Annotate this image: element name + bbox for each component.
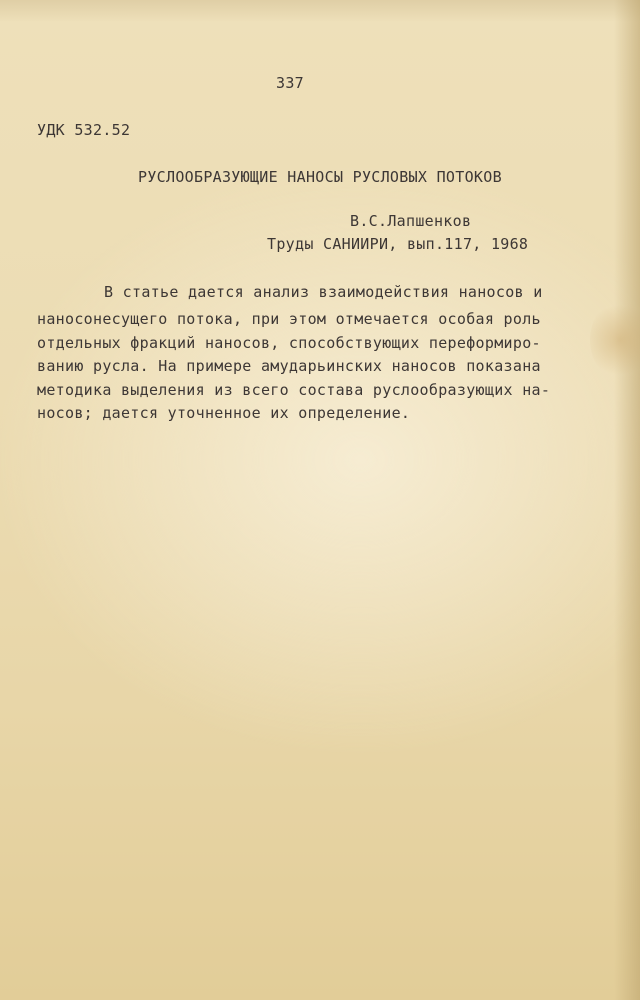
document-title: РУСЛООБРАЗУЮЩИЕ НАНОСЫ РУСЛОВЫХ ПОТОКОВ — [138, 168, 502, 186]
author-name: В.С.Лапшенков — [350, 212, 472, 230]
abstract-line: методика выделения из всего состава руслообразующих на- — [37, 381, 551, 399]
paper-right-edge — [614, 0, 640, 1000]
page-number: 337 — [276, 74, 304, 92]
publication-source: Труды САНИИРИ, вып.117, 1968 — [267, 235, 529, 253]
abstract-line: отдельных фракций наносов, способствующих переформиро- — [37, 334, 541, 352]
paper-top-shadow — [0, 0, 640, 22]
udc-code: УДК 532.52 — [37, 121, 131, 139]
abstract-line: В статье дается анализ взаимодействия наносов и — [104, 283, 543, 301]
abstract-line: наносонесущего потока, при этом отмечается особая роль — [37, 310, 541, 328]
abstract-line: носов; дается уточненное их определение. — [37, 404, 411, 422]
abstract-line: ванию русла. На примере амударьинских наносов показана — [37, 357, 541, 375]
paper-stain — [590, 300, 640, 380]
